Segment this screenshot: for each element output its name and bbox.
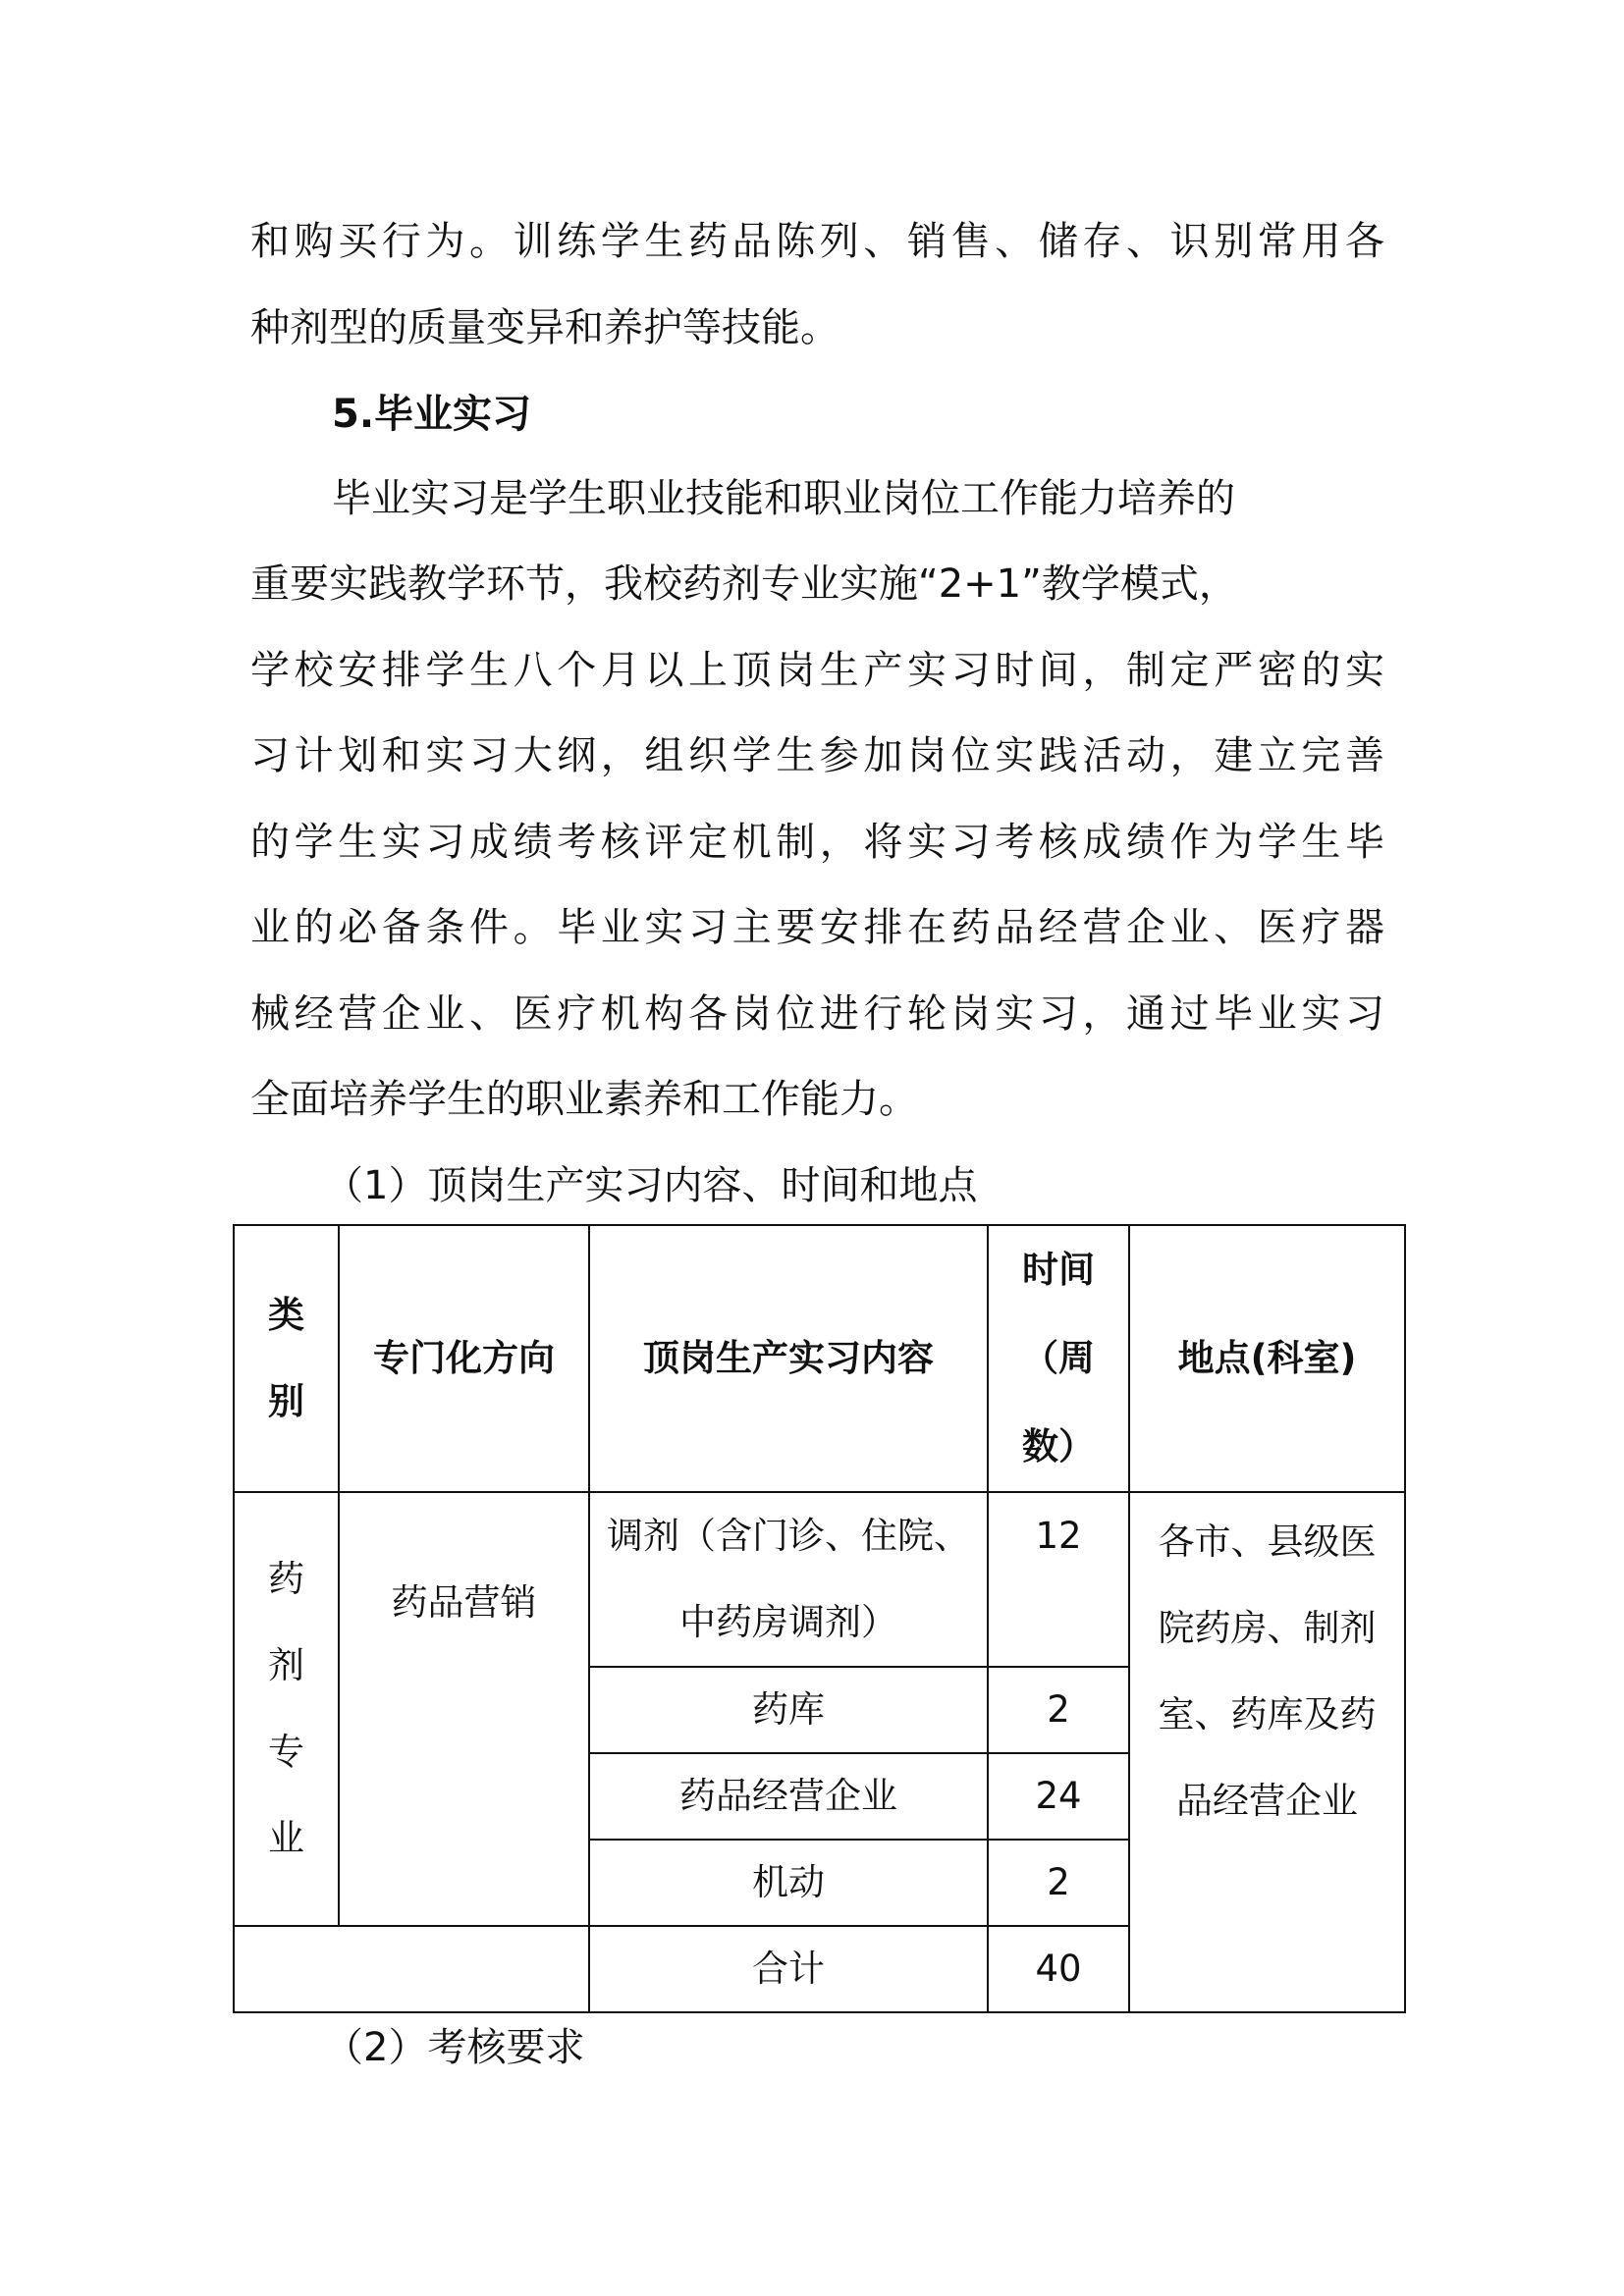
- paragraph-line: 种剂型的质量变异和养护等技能。: [250, 305, 839, 350]
- table-caption: （1）顶岗生产实习内容、时间和地点: [324, 1163, 978, 1208]
- location-cell: [1129, 1492, 1405, 2012]
- weeks-cell: 24: [988, 1753, 1129, 1840]
- header-category: [234, 1225, 339, 1492]
- location-line: 院药房、制剂: [1158, 1607, 1377, 1649]
- paragraph-line: 械经营企业、医疗机构各岗位进行轮岗实习，通过毕业实习: [250, 991, 1384, 1037]
- header-location: 地点(科室): [1129, 1225, 1405, 1492]
- header-content: 顶岗生产实习内容: [589, 1225, 988, 1492]
- content-line: 中药房调剂）: [679, 1601, 897, 1643]
- practice-schedule-table: [233, 1224, 1406, 2013]
- paragraph-line: 和购买行为。训练学生药品陈列、销售、储存、识别常用各: [250, 219, 1384, 264]
- location-line: 室、药库及药: [1158, 1693, 1377, 1735]
- table-header-row: [234, 1225, 1405, 1492]
- paragraph-line: 学校安排学生八个月以上顶岗生产实习时间，制定严密的实: [250, 648, 1384, 693]
- location-line: 品经营企业: [1176, 1780, 1358, 1822]
- header-time-line: 数）: [1022, 1425, 1095, 1468]
- header-time: [988, 1225, 1129, 1492]
- content-line: 调剂（含门诊、住院、: [607, 1515, 970, 1557]
- table-row: [234, 1492, 1405, 1667]
- direction-cell: 药品营销: [339, 1492, 589, 1926]
- header-category-char: 别: [268, 1380, 304, 1422]
- paragraph-line: 毕业实习是学生职业技能和职业岗位工作能力培养的: [332, 476, 1235, 521]
- total-weeks-cell: 40: [988, 1926, 1129, 2012]
- content-cell: [589, 1492, 988, 1667]
- content-cell: 药品经营企业: [589, 1753, 988, 1840]
- weeks-cell: 2: [988, 1840, 1129, 1926]
- total-label-cell: 合计: [589, 1926, 988, 2012]
- paragraph-line: 重要实践教学环节，我校药剂专业实施“2+1”教学模式，: [250, 561, 1238, 607]
- content-cell: 机动: [589, 1840, 988, 1926]
- header-time-line: （周: [1022, 1337, 1095, 1379]
- weeks-cell: 12: [988, 1492, 1129, 1667]
- weeks-cell: 2: [988, 1667, 1129, 1753]
- header-time-line: 时间: [1022, 1249, 1095, 1291]
- content-cell: 药库: [589, 1667, 988, 1753]
- paragraph-line: 业的必备条件。毕业实习主要安排在药品经营企业、医疗器: [250, 905, 1384, 950]
- paragraph-line: 全面培养学生的职业素养和工作能力。: [250, 1077, 918, 1122]
- category-char: 剂: [268, 1644, 304, 1686]
- paragraph-line: 习计划和实习大纲，组织学生参加岗位实践活动，建立完善: [250, 733, 1384, 778]
- section-heading: 5.毕业实习: [332, 392, 532, 437]
- category-char: 药: [268, 1558, 304, 1600]
- subheading-assessment: （2）考核要求: [324, 2025, 585, 2070]
- paragraph-line: 的学生实习成绩考核评定机制，将实习考核成绩作为学生毕: [250, 820, 1384, 865]
- category-cell: [234, 1492, 339, 1926]
- total-blank-cell: [234, 1926, 589, 2012]
- header-direction: 专门化方向: [339, 1225, 589, 1492]
- category-char: 专: [268, 1731, 304, 1773]
- category-char: 业: [268, 1817, 304, 1859]
- location-line: 各市、县级医: [1158, 1521, 1377, 1563]
- header-category-char: 类: [268, 1294, 304, 1336]
